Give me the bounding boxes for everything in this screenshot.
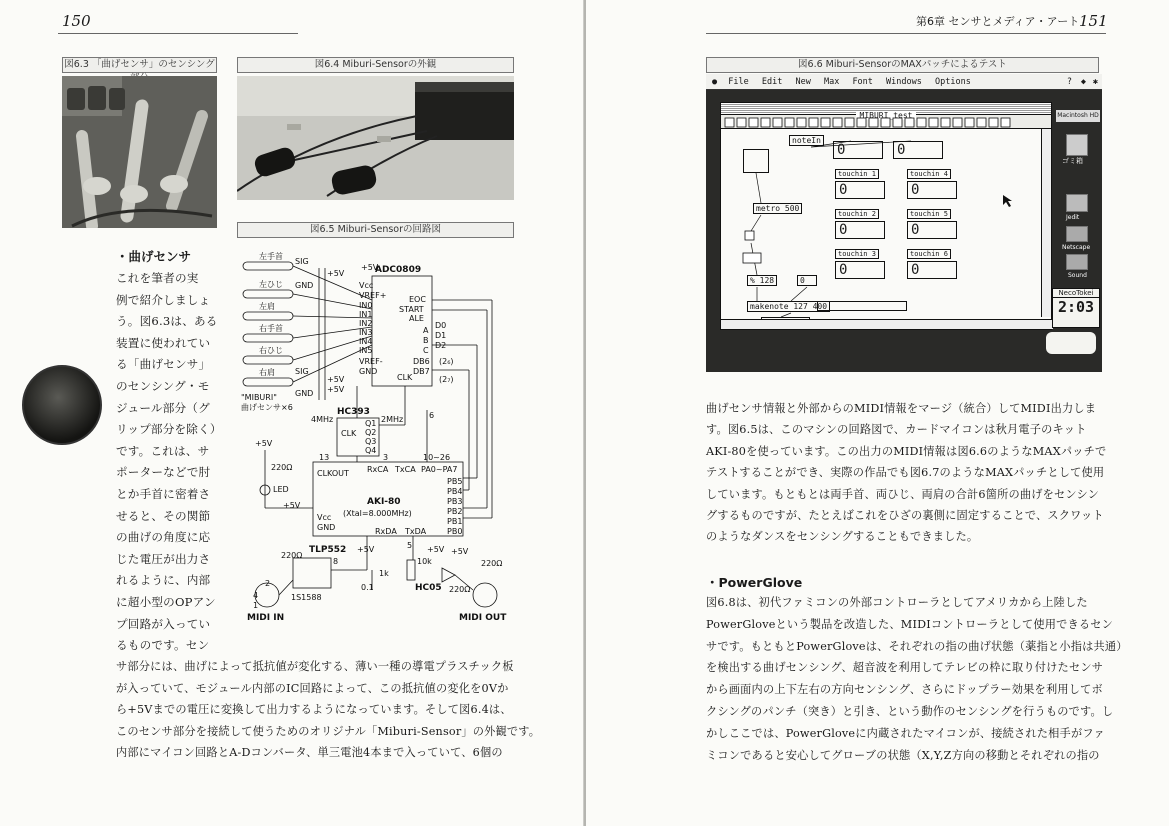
wide-line-0: サ部分には、曲げによって抵抗値が変化する、薄い一種の導電プラスチック板 bbox=[116, 660, 514, 673]
pin-10-26: 10~26 bbox=[423, 453, 451, 462]
r10k-label: 10k bbox=[417, 557, 432, 566]
powerglove-line-4: から画面内の上下左右の方向センシング、さらにドップラー効果を利用してボ bbox=[706, 683, 1103, 697]
miburi-sensor-photo bbox=[237, 76, 514, 200]
aki-pin-pa: PA0~PA7 bbox=[421, 465, 458, 474]
intro-line-3: テストすることができ、実際の作品でも図6.7のようなMAXパッチとして使用 bbox=[706, 466, 1105, 480]
v5-label-d: +5V bbox=[327, 385, 345, 394]
adc-pin-clk: CLK bbox=[397, 373, 413, 382]
sensor-label-4: 右ひじ bbox=[259, 346, 283, 355]
adc-pin-in3: IN3 bbox=[359, 328, 373, 337]
hc393-label: HC393 bbox=[337, 407, 370, 417]
sound-icon[interactable] bbox=[1066, 254, 1088, 270]
touchin-2[interactable]: touchin 2 bbox=[835, 209, 879, 219]
midi-out-label: MIDI OUT bbox=[459, 613, 507, 623]
menu-options[interactable]: Options bbox=[935, 77, 971, 87]
adc-pin-eoc: EOC bbox=[409, 295, 426, 304]
intro-line-4: しています。もともとは両手首、両ひじ、両肩の合計6箇所の曲げをセンシン bbox=[706, 487, 1100, 501]
trash-icon[interactable] bbox=[1066, 134, 1088, 156]
num-box-small[interactable]: 0 bbox=[797, 275, 817, 286]
pin-5: 5 bbox=[407, 541, 413, 550]
desktop-pet-icon[interactable] bbox=[1046, 332, 1096, 354]
diode-label: 1S1588 bbox=[291, 593, 322, 602]
hc393-pin-clk: CLK bbox=[341, 429, 357, 438]
menu-edit[interactable]: Edit bbox=[761, 77, 783, 87]
wide-line-1: が入っていて、モジュール内部のIC回路によって、この抵抗値の変化を0Vか bbox=[116, 681, 509, 695]
aki-pin-pb3: PB3 bbox=[447, 497, 463, 506]
jedit-icon[interactable] bbox=[1066, 194, 1088, 212]
menu-windows[interactable]: Windows bbox=[886, 77, 922, 87]
narrow-line-5: のセンシング・モ bbox=[116, 378, 210, 393]
cap-label: 0.1 bbox=[361, 583, 374, 592]
header-rule-right bbox=[706, 33, 1106, 34]
trash-label: ゴミ箱 bbox=[1062, 157, 1083, 165]
adc-data-d0: D0 bbox=[435, 321, 447, 330]
fig64-photo bbox=[237, 76, 514, 200]
fig65-caption: 図6.5 Miburi-Sensorの回路図 bbox=[237, 222, 514, 238]
sensor-label-2: 左肩 bbox=[259, 302, 275, 311]
adc-pin-vref-minus: VREF- bbox=[359, 357, 383, 366]
header-rule-left bbox=[58, 33, 298, 34]
apple-menu-icon[interactable]: ● bbox=[712, 77, 718, 87]
powerglove-line-3: を検出する曲げセンシング、超音波を利用してテレビの枠に取り付けたセンサ bbox=[706, 661, 1104, 675]
hc05-v5-b: +5V bbox=[451, 547, 469, 556]
aki-pin-gnd: GND bbox=[317, 523, 336, 532]
adc-bit-7: (2₇) bbox=[439, 375, 454, 384]
tlp552-label: TLP552 bbox=[309, 545, 347, 555]
pin-3: 3 bbox=[383, 453, 389, 462]
aki-pin-pb4: PB4 bbox=[447, 487, 463, 496]
aki-pin-clkout: CLKOUT bbox=[317, 469, 349, 478]
v5-label-a: +5V bbox=[327, 269, 345, 278]
v5-label-c: +5V bbox=[327, 375, 345, 384]
touchin-6[interactable]: touchin 6 bbox=[907, 249, 951, 259]
fig63-caption: 図6.3 「曲げセンサ」のセンシング bbox=[62, 57, 217, 73]
makenote-object[interactable]: makenote 127 400 bbox=[747, 301, 830, 312]
fig63-photo bbox=[62, 76, 217, 228]
adc-data-d1: D1 bbox=[435, 331, 447, 340]
aki-pin-vcc: Vcc bbox=[317, 513, 332, 522]
menu-max[interactable]: Max bbox=[823, 77, 840, 87]
number-box-1[interactable]: 0 bbox=[835, 181, 885, 199]
aki-pin-pb5: PB5 bbox=[447, 477, 463, 486]
fig66-caption: 図6.6 Miburi-SensorのMAXパッチによるテスト bbox=[706, 57, 1099, 73]
clock-widget[interactable] bbox=[1052, 288, 1100, 328]
clock-value: 2:03 bbox=[1057, 298, 1095, 316]
page-number-right: 151 bbox=[1079, 12, 1108, 30]
sig-label-bottom: SIG bbox=[295, 367, 309, 376]
sensor-label-3: 右手首 bbox=[259, 324, 283, 333]
adc-pin-vref-plus: VREF+ bbox=[359, 291, 387, 300]
aki80-label: AKI-80 bbox=[367, 497, 401, 507]
pin-6: 6 bbox=[429, 411, 435, 420]
adc-data-db7: DB7 bbox=[413, 367, 430, 376]
led-label: LED bbox=[273, 485, 289, 494]
powerglove-line-0: 図6.8は、初代ファミコンの外部コントローラとしてアメリカから上陸した bbox=[706, 596, 1088, 609]
adc-pin-start: START bbox=[399, 305, 424, 314]
tlp-v5: +5V bbox=[357, 545, 375, 554]
adc-bit-6: (2₆) bbox=[439, 357, 454, 366]
circuit-diagram bbox=[237, 240, 514, 632]
narrow-line-6: ジュール部分（グ bbox=[116, 400, 210, 415]
hd-icon-label[interactable]: Macintosh HD bbox=[1056, 110, 1100, 122]
touchin-1[interactable]: touchin 1 bbox=[835, 169, 879, 179]
intro-line-5: グするものですが、たとえばこれをひざの裏側に固定することで、スクワット bbox=[706, 509, 1104, 523]
adc-pin-in4: IN4 bbox=[359, 337, 373, 346]
freq-4mhz: 4MHz bbox=[311, 415, 334, 424]
menu-file[interactable]: File bbox=[728, 77, 749, 87]
pct-object[interactable]: % 128 bbox=[747, 275, 777, 286]
adc-pin-gnd: GND bbox=[359, 367, 378, 376]
narrow-line-12: の曲げの角度に応 bbox=[116, 530, 211, 545]
right-page bbox=[586, 0, 1169, 826]
number-box-4[interactable]: 0 bbox=[907, 181, 957, 199]
midi-in-resistor: 220Ω bbox=[281, 551, 303, 560]
powerglove-line-6: かしここでは、PowerGloveに内蔵されたマイコンが、接続された相手がファ bbox=[706, 726, 1105, 740]
adc-data-db6: DB6 bbox=[413, 357, 430, 366]
narrow-line-16: プ回路が入ってい bbox=[116, 616, 211, 631]
app-switch-icon[interactable]: ✱ bbox=[1092, 77, 1098, 87]
pin-4: 4 bbox=[253, 591, 259, 600]
help-icon[interactable]: ? bbox=[1066, 77, 1072, 87]
mac-menubar bbox=[706, 74, 1102, 90]
netscape-icon[interactable] bbox=[1066, 226, 1088, 242]
aki-pin-pb0: PB0 bbox=[447, 527, 463, 536]
sensor-label-0: 左手首 bbox=[259, 252, 283, 261]
number-box-notein-b[interactable]: 0 bbox=[893, 141, 943, 159]
intro-line-6: のようなダンスをセンシングすることもできました。 bbox=[706, 530, 979, 544]
section-title-powerglove: ・PowerGlove bbox=[706, 575, 803, 590]
hc05-v5-a: +5V bbox=[427, 545, 445, 554]
led-resistor: 220Ω bbox=[271, 463, 293, 472]
wide-line-2: ら+5Vまでの電圧に変換して出力するようになっています。そして図6.4は、 bbox=[116, 703, 512, 717]
menu-font[interactable]: Font bbox=[852, 77, 873, 87]
intro-line-1: す。図6.5は、このマシンの回路図で、カードマイコンは秋月電子のキット bbox=[706, 423, 1087, 437]
adc-pin-in1: IN1 bbox=[359, 310, 373, 319]
jedit-label: Jedit bbox=[1066, 214, 1080, 221]
narrow-line-13: じた電圧が出力さ bbox=[116, 551, 211, 566]
horizontal-scrollbar[interactable] bbox=[721, 319, 1053, 329]
intro-text-column bbox=[706, 398, 1116, 548]
freq-2mhz: 2MHz bbox=[381, 415, 404, 424]
aki-pin-rxda: RxDA bbox=[375, 527, 397, 536]
pin-2: 2 bbox=[265, 579, 271, 588]
sensor-label-1: 左ひじ bbox=[259, 280, 283, 289]
narrow-line-3: 装置に使われてい bbox=[116, 335, 211, 350]
hc393-pin-q2: Q2 bbox=[365, 428, 377, 437]
hc393-pin-q4: Q4 bbox=[365, 446, 377, 455]
clock-title: NecoTokei bbox=[1053, 289, 1099, 298]
r1k-label: 1k bbox=[379, 569, 389, 578]
pin-1: 1 bbox=[253, 601, 259, 610]
aki-pin-pb1: PB1 bbox=[447, 517, 463, 526]
powerglove-text-column bbox=[706, 592, 1128, 766]
wide-text-column bbox=[116, 656, 541, 764]
adc-pin-in2: IN2 bbox=[359, 319, 373, 328]
metro-object[interactable]: metro 500 bbox=[753, 203, 802, 214]
sensor-label-5: 右肩 bbox=[259, 368, 275, 377]
hc05-label: HC05 bbox=[415, 583, 442, 593]
led-v5: +5V bbox=[255, 439, 273, 448]
left-page bbox=[0, 0, 584, 826]
adc-pin-ale: ALE bbox=[409, 314, 424, 323]
adc-pin-vcc: Vcc bbox=[359, 281, 374, 290]
narrow-line-17: るものです。セン bbox=[116, 638, 210, 653]
vertical-scrollbar[interactable] bbox=[1041, 129, 1051, 317]
v5-label-b: +5V bbox=[361, 263, 379, 272]
narrow-line-15: に超小型のOPアン bbox=[116, 594, 216, 609]
narrow-text-column bbox=[116, 268, 228, 657]
aki-pin-pb2: PB2 bbox=[447, 507, 463, 516]
narrow-line-1: 例で紹介しましょ bbox=[116, 292, 211, 307]
aki-pin-txca: TxCA bbox=[395, 465, 416, 474]
aki-v5: +5V bbox=[283, 501, 301, 510]
bend-sensor-photo bbox=[62, 76, 217, 228]
narrow-line-8: です。これは、サ bbox=[116, 443, 210, 458]
fig64-caption: 図6.4 Miburi-Sensorの外観 bbox=[237, 57, 514, 73]
adc-pin-a: A bbox=[423, 326, 429, 335]
notein-object[interactable]: noteIn bbox=[789, 135, 824, 146]
narrow-line-10: とか手首に密着さ bbox=[116, 486, 211, 501]
narrow-line-2: う。図6.3は、ある bbox=[116, 314, 218, 329]
adc-pin-b: B bbox=[423, 336, 429, 345]
sensor-count-label: 曲げセンサ×6 bbox=[241, 403, 293, 412]
number-box-2[interactable]: 0 bbox=[835, 221, 885, 239]
circuit-svg bbox=[237, 240, 514, 632]
aki-pin-rxca: RxCA bbox=[367, 465, 389, 474]
patch-cords bbox=[721, 103, 1053, 331]
wide-line-3: このセンサ部分を接続して使うためのオリジナル「Miburi-Sensor」の外観です。 bbox=[116, 724, 541, 738]
page-number-left: 150 bbox=[62, 12, 91, 30]
powerglove-line-7: ミコンであると安心してグローブの状態（X,Y,Z方向の移動とそれぞれの指の bbox=[706, 748, 1100, 762]
gnd-label-bottom: GND bbox=[295, 389, 314, 398]
adc-label: ADC0809 bbox=[375, 265, 422, 275]
gnd-label-top: GND bbox=[295, 281, 314, 290]
wide-line-4: 内部にマイコン回路とA-Dコンバータ、単三電池4本まで入っていて、6個の bbox=[116, 746, 503, 760]
touchin-4[interactable]: touchin 4 bbox=[907, 169, 951, 179]
midi-in-label: MIDI IN bbox=[247, 613, 285, 623]
narrow-line-11: せると、その関節 bbox=[116, 508, 211, 523]
narrow-line-14: れるように、内部 bbox=[116, 573, 211, 588]
number-box-3[interactable]: 0 bbox=[835, 261, 885, 279]
powerglove-line-5: クシングのパンチ（突き）と引き、という動作のセンシングを行うものです。し bbox=[706, 704, 1114, 718]
section-title-bend-sensor: ・曲げセンサ bbox=[116, 249, 192, 264]
sig-label-top: SIG bbox=[295, 257, 309, 266]
number-box-6[interactable]: 0 bbox=[907, 261, 957, 279]
aki-pin-txda: TxDA bbox=[405, 527, 427, 536]
midi-out-resistor-b: 220Ω bbox=[449, 585, 471, 594]
touchin-3[interactable]: touchin 3 bbox=[835, 249, 879, 259]
powerglove-line-2: サです。もともとPowerGloveは、それぞれの指の曲げ状態（薬指と小指は共通） bbox=[706, 639, 1128, 653]
intro-line-0: 曲げセンサ情報と外部からのMIDI情報をマージ（統合）してMIDI出力しま bbox=[706, 402, 1097, 415]
midi-out-resistor-a: 220Ω bbox=[481, 559, 503, 568]
narrow-line-4: る「曲げセンサ」 bbox=[116, 357, 211, 372]
netscape-label: Netscape bbox=[1062, 244, 1091, 251]
narrow-line-9: ポーターなどで肘 bbox=[116, 465, 211, 480]
number-box-notein-a[interactable]: 0 bbox=[833, 141, 883, 159]
narrow-line-0: これを筆者の実 bbox=[116, 271, 199, 285]
menu-new[interactable]: New bbox=[795, 77, 811, 87]
intro-line-2: AKI-80を使っています。この出力のMIDI情報は図6.6のようなMAXパッチで bbox=[706, 444, 1107, 458]
sound-label: Sound bbox=[1068, 272, 1087, 279]
powerglove-line-1: PowerGloveという製品を改造した、MIDIコントローラとして使用できるセン bbox=[706, 617, 1114, 631]
diamond-icon[interactable]: ◆ bbox=[1080, 77, 1086, 87]
xtal-label: (Xtal=8.000MHz) bbox=[343, 509, 412, 518]
adc-data-d2: D2 bbox=[435, 341, 447, 350]
hc393-pin-q1: Q1 bbox=[365, 419, 377, 428]
margin-portrait bbox=[22, 365, 102, 445]
narrow-line-7: リップ部分を除く） bbox=[116, 422, 222, 437]
patch-window[interactable] bbox=[720, 102, 1052, 330]
miburi-label: "MIBURI" bbox=[241, 393, 277, 402]
running-head: 第6章 センサとメディア・アート bbox=[916, 15, 1080, 28]
cursor-arrow-icon bbox=[1003, 195, 1012, 207]
adc-pin-in0: IN0 bbox=[359, 301, 373, 310]
adc-pin-in5: IN5 bbox=[359, 346, 373, 355]
pin-8: 8 bbox=[333, 557, 339, 566]
pin-13: 13 bbox=[319, 453, 330, 462]
max-patch-screenshot bbox=[706, 74, 1102, 372]
hc393-pin-q3: Q3 bbox=[365, 437, 377, 446]
adc-pin-c: C bbox=[423, 346, 429, 355]
touchin-5[interactable]: touchin 5 bbox=[907, 209, 951, 219]
number-box-5[interactable]: 0 bbox=[907, 221, 957, 239]
